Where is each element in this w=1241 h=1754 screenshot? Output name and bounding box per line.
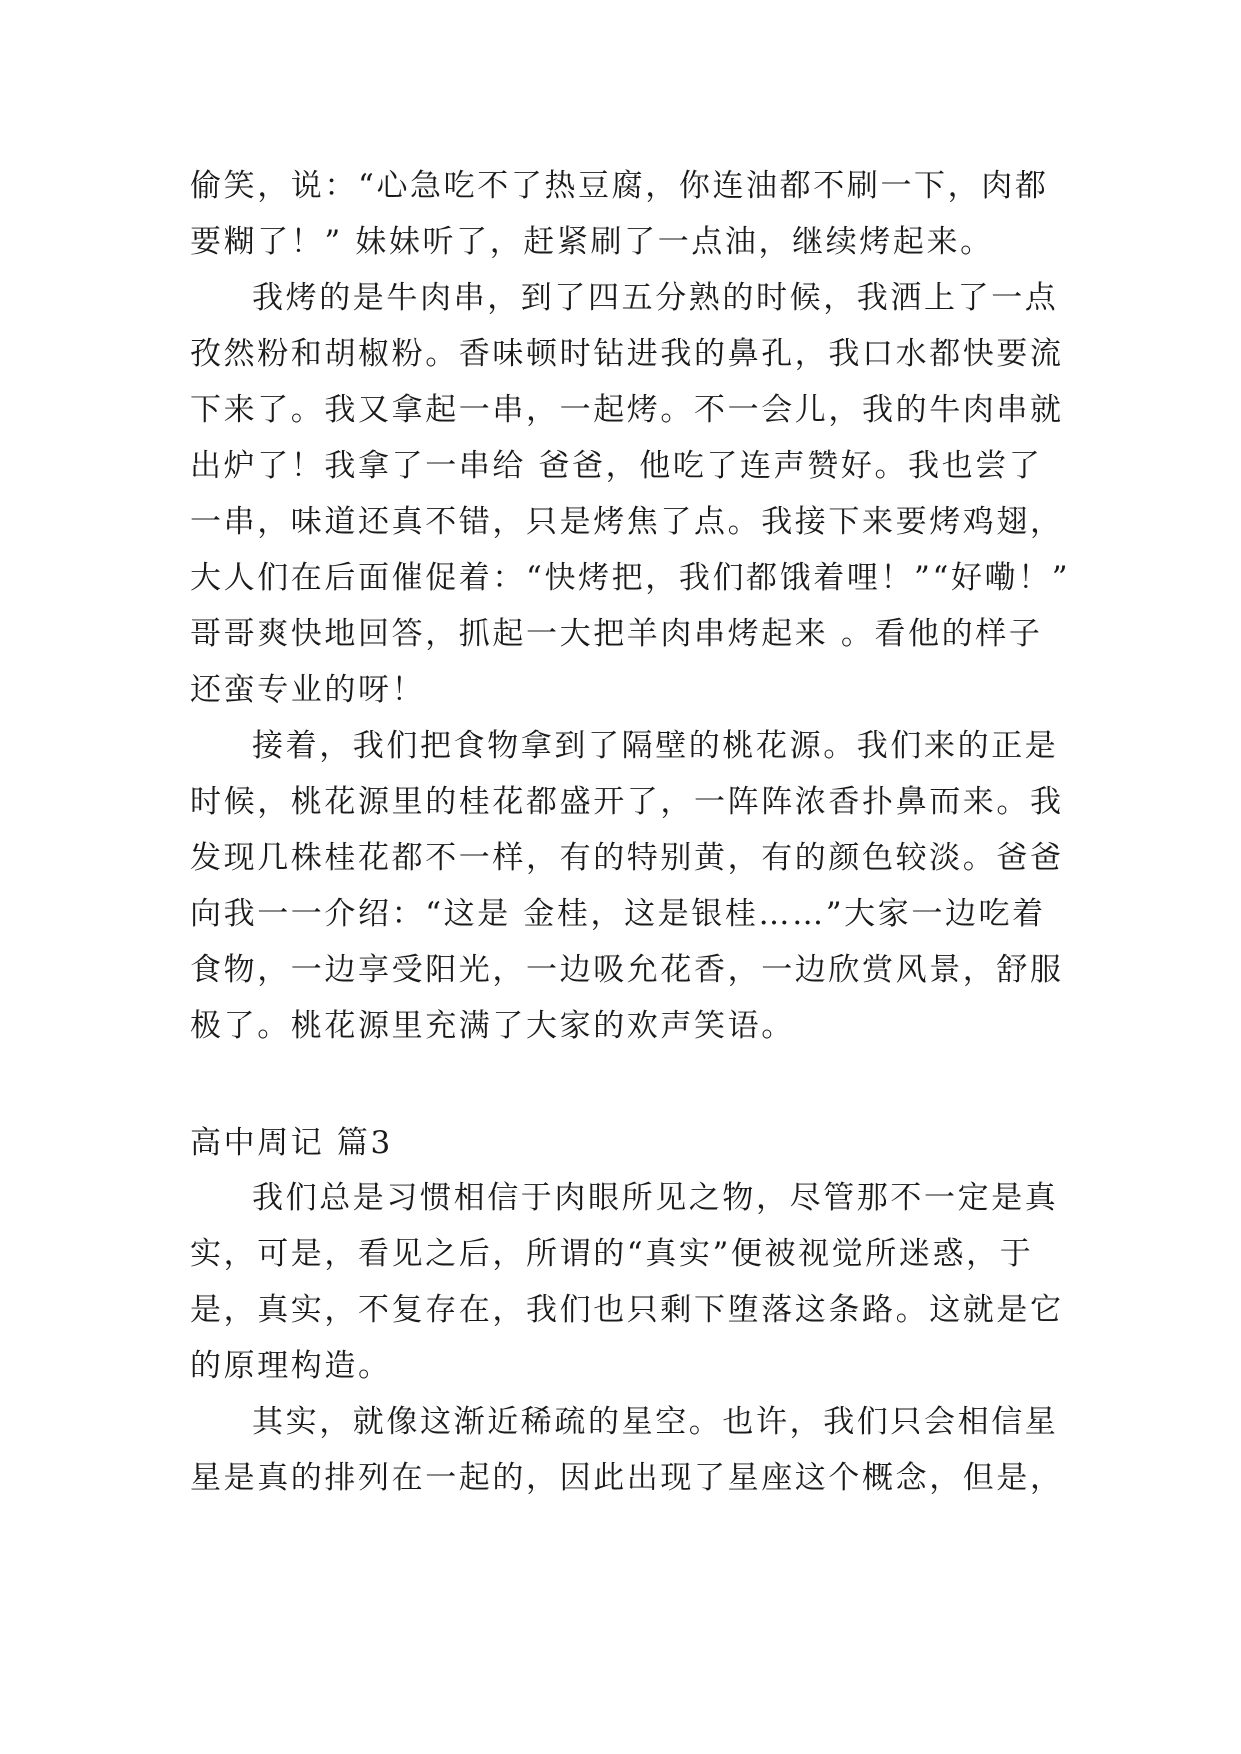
paragraph-line: 食物，一边享受阳光，一边吸允花香，一边欣赏风景，舒服 [190,952,1064,988]
paragraph-line: 发现几株桂花都不一样，有的特别黄，有的颜色较淡。爸爸 [190,840,1064,876]
paragraph-line: 大人们在后面催促着：“快烤把，我们都饿着哩！”“好嘞！” [190,560,1071,596]
paragraph-line: 接着，我们把食物拿到了隔壁的桃花源。我们来的正是 [252,728,1059,764]
paragraph-line: 星是真的排列在一起的，因此出现了星座这个概念，但是， [190,1460,1064,1496]
paragraph-line: 向我一一介绍：“这是 金桂，这是银桂……”大家一边吃着 [190,896,1046,932]
paragraph-line: 还蛮专业的呀！ [190,672,426,708]
paragraph-line: 出炉了！我拿了一串给 爸爸，他吃了连声赞好。我也尝了 [190,448,1043,484]
paragraph-line: 我烤的是牛肉串，到了四五分熟的时候，我洒上了一点 [252,280,1059,316]
paragraph-line: 时候，桃花源里的桂花都盛开了，一阵阵浓香扑鼻而来。我 [190,784,1064,820]
paragraph-line: 下来了。我又拿起一串，一起烤。不一会儿，我的牛肉串就 [190,392,1064,428]
paragraph-line: 极了。桃花源里充满了大家的欢声笑语。 [190,1008,795,1044]
paragraph-line: 是，真实，不复存在，我们也只剩下堕落这条路。这就是它 [190,1292,1064,1328]
paragraph-line: 其实，就像这渐近稀疏的星空。也许，我们只会相信星 [252,1404,1059,1440]
section-heading: 高中周记 篇3 [190,1125,393,1161]
paragraph-line: 要糊了！” 妹妹听了，赶紧刷了一点油，继续烤起来。 [190,224,994,260]
paragraph-line: 哥哥爽快地回答，抓起一大把羊肉串烤起来 。看他的样子 [190,616,1043,652]
paragraph-line: 孜然粉和胡椒粉。香味顿时钻进我的鼻孔，我口水都快要流 [190,336,1064,372]
paragraph-line: 实，可是，看见之后，所谓的“真实”便被视觉所迷惑，于 [190,1236,1034,1272]
paragraph-line: 的原理构造。 [190,1348,392,1384]
paragraph-line: 一串，味道还真不错，只是烤焦了点。我接下来要烤鸡翅， [190,504,1064,540]
paragraph-line: 偷笑，说：“心急吃不了热豆腐，你连油都不刷一下，肉都 [190,168,1049,204]
paragraph-line: 我们总是习惯相信于肉眼所见之物，尽管那不一定是真 [252,1180,1059,1216]
